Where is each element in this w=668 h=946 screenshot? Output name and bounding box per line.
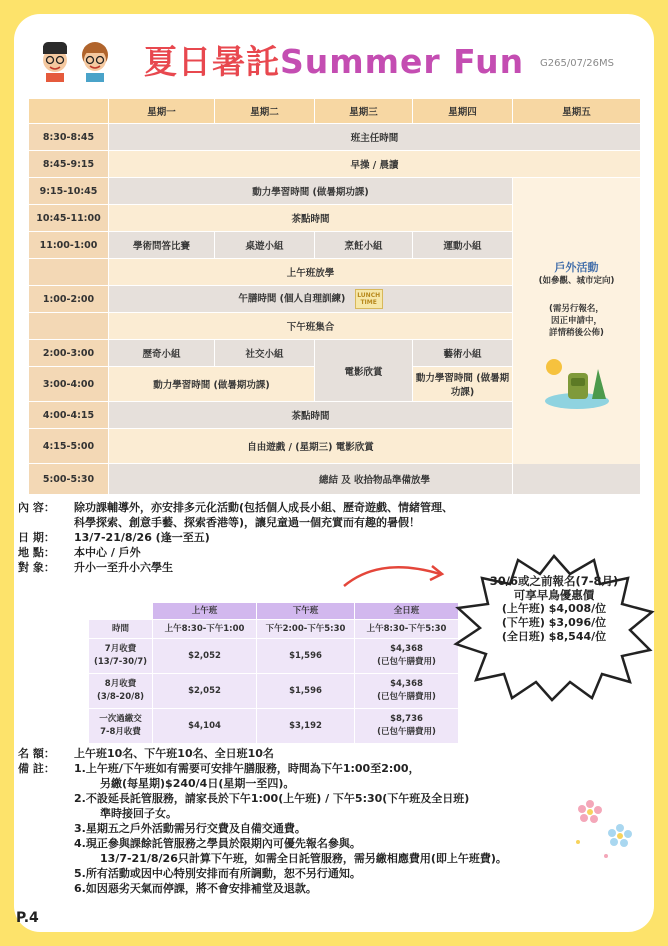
info-row [18, 500, 458, 530]
day-header: 星期一 [109, 99, 215, 124]
remark-item: 3.星期五之戶外活動需另行交費及自備交通費。 [74, 822, 306, 835]
time-cell: 8:45-9:15 [29, 151, 109, 178]
time-cell [29, 259, 109, 286]
fee-full-amount: $4,368 [390, 644, 423, 654]
fee-time: 下午2:00-下午5:30 [257, 620, 355, 639]
travel-icon [542, 355, 612, 411]
remark-label: 備 註： [18, 762, 55, 775]
schedule-row [29, 124, 641, 151]
lunch-label: 午膳時間 (個人自理訓練) [238, 293, 346, 305]
page-title [144, 36, 524, 83]
early-bird-line: 可享早鳥優惠價 [513, 588, 595, 602]
fee-full [355, 639, 459, 674]
fee-full-amount: $4,368 [390, 679, 423, 689]
fee-label: 時間 [89, 620, 153, 639]
time-cell [29, 313, 109, 340]
remark-item: 4.現正參與課餘託管服務之學員於限期內可優先報名參與。 [74, 837, 361, 850]
schedule-row [29, 178, 641, 205]
day-header: 星期二 [215, 99, 315, 124]
title-chinese: 夏日暑託 [144, 42, 280, 81]
fee-full [355, 674, 459, 709]
quota-label: 名 額： [18, 747, 55, 760]
friday-title: 戶外活動 [554, 260, 599, 274]
fee-row [89, 709, 459, 744]
info-label: 內 容： [18, 501, 55, 514]
fee-label-line: (3/8-20/8) [96, 692, 145, 702]
remark-row [18, 761, 618, 776]
friday-sub: (如參觀、城市定向) [538, 275, 615, 286]
fee-row [89, 639, 459, 674]
info-label: 日 期： [18, 531, 55, 544]
time-cell: 1:00-2:00 [29, 286, 109, 313]
fee-label-line: 7月收費 [104, 644, 137, 654]
early-bird-price: (全日班) $8,544/位 [501, 630, 607, 643]
fee-label [89, 709, 153, 744]
dynamic-learning-cell: 動力學習時間 (做暑期功課) [109, 178, 513, 205]
fee-pm: $1,596 [257, 639, 355, 674]
fee-full-amount: $8,736 [390, 714, 423, 724]
remark-item: 另繳(每星期)$240/4日(星期一至四)。 [100, 777, 295, 790]
remarks-section [18, 746, 618, 896]
info-row [18, 530, 458, 545]
title-english: Summer Fun [280, 42, 525, 81]
info-value: 除功課輔導外，亦安排多元化活動(包括個人成長小組、歷奇遊戲、情緒管理、科學探索、創意手藝、探索香港等)，讓兒童過一個充實而有趣的暑假！ [74, 501, 454, 529]
fee-am: $4,104 [153, 709, 257, 744]
adventure-cell: 歷奇小組 [109, 340, 215, 367]
info-label: 地 點： [18, 546, 55, 559]
time-cell: 9:15-10:45 [29, 178, 109, 205]
info-value: 13/7-21/8/26 (逢一至五) [74, 531, 210, 544]
header [14, 14, 654, 100]
early-bird-line: 30/6或之前報名(7-8月) [489, 574, 619, 588]
schedule-table [28, 98, 641, 495]
cooking-cell: 烹飪小組 [315, 232, 413, 259]
fee-time: 上午8:30-下午1:00 [153, 620, 257, 639]
info-row [18, 545, 458, 560]
summary-cell: 總結 及 收拾物品準備放學 [109, 464, 641, 495]
time-cell: 11:00-1:00 [29, 232, 109, 259]
fee-corner [89, 603, 153, 620]
day-header: 星期五 [513, 99, 641, 124]
remark-item: 5.所有活動或因中心特別安排而有所調動，恕不另行通知。 [74, 867, 361, 880]
fee-header: 上午班 [153, 603, 257, 620]
friday-note: 詳情稍後公佈) [549, 327, 604, 338]
time-cell: 2:00-3:00 [29, 340, 109, 367]
sports-cell: 運動小組 [413, 232, 513, 259]
schedule-row [29, 151, 641, 178]
fee-label-line: 一次過繳交 [99, 714, 142, 724]
social-cell: 社交小組 [215, 340, 315, 367]
fee-time: 上午8:30-下午5:30 [355, 620, 459, 639]
dynamic-learning-thu-cell: 動力學習時間 (做暑期功課) [413, 367, 513, 402]
friday-outdoor-cell [513, 178, 641, 495]
program-code: G265/07/26MS [540, 58, 614, 69]
free-play-cell: 自由遊戲 / (星期三) 電影欣賞 [109, 429, 513, 464]
fee-header: 全日班 [355, 603, 459, 620]
flower-decoration-icon [570, 794, 640, 864]
fee-am: $2,052 [153, 674, 257, 709]
remark-item: 準時接回子女。 [100, 807, 177, 820]
fee-header-row [89, 603, 459, 620]
fee-time-row [89, 620, 459, 639]
quota-row [18, 746, 618, 761]
day-header: 星期三 [315, 99, 413, 124]
fee-am: $2,052 [153, 639, 257, 674]
arts-cell: 藝術小組 [413, 340, 513, 367]
snack-cell: 茶點時間 [109, 205, 513, 232]
fee-label-line: 8月收費 [104, 679, 137, 689]
lunch-cell [109, 286, 513, 313]
corner-cell [29, 99, 109, 124]
fee-full-note: (已包午膳費用) [377, 657, 436, 667]
fee-full [355, 709, 459, 744]
girl-avatar-icon [78, 40, 112, 82]
pm-gather-cell: 下午班集合 [109, 313, 513, 340]
fee-pm: $3,192 [257, 709, 355, 744]
exercise-cell: 早操 / 晨讀 [109, 151, 641, 178]
schedule-row [29, 464, 641, 495]
boy-avatar-icon [38, 40, 72, 82]
info-value: 升小一至升小六學生 [74, 561, 173, 574]
time-cell: 4:00-4:15 [29, 402, 109, 429]
snack-cell: 茶點時間 [109, 402, 513, 429]
quota-value: 上午班10名、下午班10名、全日班10名 [74, 747, 274, 760]
quiz-cell: 學術問答比賽 [109, 232, 215, 259]
early-bird-offer [462, 574, 646, 644]
time-cell: 3:00-4:00 [29, 367, 109, 402]
fee-label [89, 639, 153, 674]
early-bird-price: (上午班) $4,008/位 [501, 602, 607, 615]
remark-item: 13/7-21/8/26只計算下午班，如需全日託管服務，需另繳相應費用(即上午班費)。 [100, 852, 507, 865]
boardgame-cell: 桌遊小組 [215, 232, 315, 259]
fee-header: 下午班 [257, 603, 355, 620]
movie-cell: 電影欣賞 [315, 340, 413, 402]
info-label: 對 象： [18, 561, 55, 574]
time-cell: 8:30-8:45 [29, 124, 109, 151]
fee-pm: $1,596 [257, 674, 355, 709]
info-value: 本中心 / 戶外 [74, 546, 141, 559]
time-cell: 5:00-5:30 [29, 464, 109, 495]
homeroom-cell: 班主任時間 [109, 124, 641, 151]
fee-full-note: (已包午膳費用) [377, 692, 436, 702]
fee-full-note: (已包午膳費用) [377, 727, 436, 737]
am-dismiss-cell: 上午班放學 [109, 259, 513, 286]
friday-note: (需另行報名， [549, 303, 604, 314]
early-bird-price: (下午班) $3,096/位 [501, 616, 607, 629]
arrow-icon [340, 560, 450, 590]
fee-label-line: (13/7-30/7) [94, 657, 147, 667]
remark-item: 6.如因惡劣天氣而停課，將不會安排補堂及退款。 [74, 882, 317, 895]
dynamic-learning-cell: 動力學習時間 (做暑期功課) [109, 367, 315, 402]
fee-label-line: 7-8月收費 [100, 727, 141, 737]
fee-table [88, 602, 459, 744]
fee-row [89, 674, 459, 709]
friday-note: 因正申請中， [550, 315, 602, 326]
lunch-time-badge: LUNCH TIME [355, 289, 383, 309]
remark-item: 2.不設延長託管服務，請家長於下午1:00(上午班) / 下午5:30(下午班及全日班) [74, 792, 470, 805]
fee-label [89, 674, 153, 709]
time-cell: 10:45-11:00 [29, 205, 109, 232]
remark-item: 1.上午班/下午班如有需要可安排午膳服務，時間為下午1:00至2:00， [74, 762, 420, 775]
schedule-header-row [29, 99, 641, 124]
time-cell: 4:15-5:00 [29, 429, 109, 464]
day-header: 星期四 [413, 99, 513, 124]
page-number: P.4 [16, 910, 39, 926]
